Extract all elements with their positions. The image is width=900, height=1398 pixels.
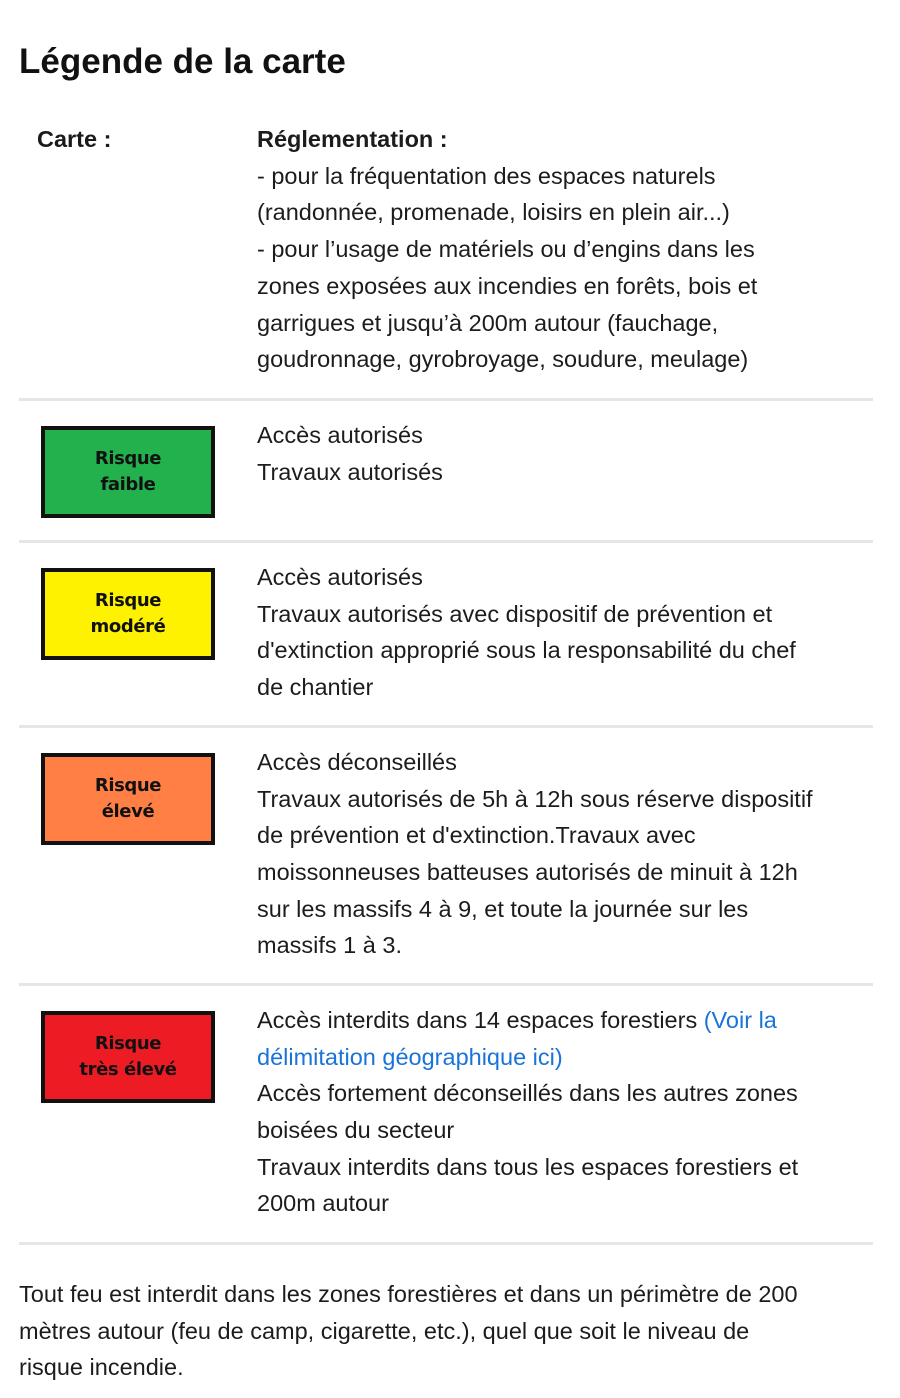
risk-text-line: boisées du secteur (257, 1117, 455, 1144)
risk-description-faible (257, 417, 873, 540)
reglementation-label: Réglementation : (257, 126, 448, 152)
risk-swatch-cell (19, 559, 257, 725)
reglementation-text-line: - pour l’usage de matériels ou d’engins dans les (257, 236, 755, 263)
risk-text-line (257, 1002, 873, 1039)
risk-swatch-label: élevé (101, 800, 155, 822)
risk-text-line: d'extinction approprié sous la responsabilité du chef (257, 637, 796, 664)
risk-row-eleve (19, 728, 873, 986)
footer-text-line: Tout feu est interdit dans les zones forestières et dans un périmètre de 200 (19, 1281, 798, 1307)
risk-text-line: Travaux autorisés avec dispositif de prévention et (257, 600, 773, 627)
risk-text-line: de prévention et d'extinction.Travaux avec (257, 822, 696, 849)
reglementation-text-line: (randonnée, promenade, loisirs en plein air...) (257, 199, 730, 226)
risk-row-modere (19, 543, 873, 728)
carte-column-header (19, 121, 257, 378)
risk-text-line: Accès déconseillés (257, 748, 457, 775)
legend-header-row (19, 118, 873, 401)
risk-swatch-label: Risque (94, 774, 162, 796)
risk-text-line: Travaux autorisés de 5h à 12h sous réserve dispositif (257, 785, 813, 812)
risk-swatch-label: modéré (90, 615, 166, 637)
geographic-delimitation-link[interactable]: (Voir la (703, 1006, 777, 1033)
risk-text-line: Travaux autorisés (257, 458, 443, 485)
risk-description-tres-eleve (257, 1002, 873, 1242)
risk-row-tres-eleve (19, 986, 873, 1245)
risk-swatch-cell (19, 744, 257, 983)
risk-swatch-label: Risque (94, 1032, 162, 1054)
risk-text-line: 200m autour (257, 1190, 389, 1217)
risk-text-line: Accès fortement déconseillés dans les autres zones (257, 1080, 798, 1107)
risk-swatch-modere (41, 568, 215, 660)
risk-swatch-label: Risque (94, 589, 162, 611)
risk-description-modere (257, 559, 873, 725)
risk-swatch-tres-eleve (41, 1011, 215, 1103)
risk-text-line: massifs 1 à 3. (257, 932, 402, 959)
risk-swatch-cell (19, 417, 257, 540)
risk-swatch-eleve (41, 753, 215, 845)
risk-swatch-label: faible (100, 473, 156, 495)
risk-swatch-faible (41, 426, 215, 518)
reglementation-text-line: garrigues et jusqu’à 200m autour (fauchage, (257, 309, 719, 336)
risk-text-line: de chantier (257, 674, 374, 701)
reglementation-text-line: goudronnage, gyrobroyage, soudure, meulage) (257, 346, 749, 373)
risk-text-line: Accès autorisés (257, 563, 423, 590)
fire-ban-notice (19, 1276, 869, 1386)
risk-swatch-label: très élevé (79, 1058, 177, 1080)
risk-row-faible (19, 401, 873, 543)
legend-table (19, 118, 873, 1245)
risk-text-fragment: Accès interdits dans 14 espaces forestiers (257, 1006, 704, 1033)
carte-label: Carte : (37, 126, 112, 152)
risk-description-eleve (257, 744, 873, 983)
risk-text-line: moissonneuses batteuses autorisés de minuit à 12h (257, 859, 798, 886)
page-title: Légende de la carte (19, 42, 346, 81)
reglementation-text-line: zones exposées aux incendies en forêts, bois et (257, 272, 758, 299)
footer-text-line: risque incendie. (19, 1354, 184, 1381)
reglementation-text-line: - pour la fréquentation des espaces naturels (257, 162, 716, 189)
risk-text-line (257, 1039, 873, 1076)
risk-text-line: Travaux interdits dans tous les espaces forestiers et (257, 1153, 799, 1180)
risk-text-line: sur les massifs 4 à 9, et toute la journée sur les (257, 895, 749, 922)
footer-text-line: mètres autour (feu de camp, cigarette, etc.), quel que soit le niveau de (19, 1317, 750, 1344)
risk-swatch-label: Risque (94, 447, 162, 469)
risk-text-line: Accès autorisés (257, 421, 423, 448)
geographic-delimitation-link[interactable]: délimitation géographique ici) (257, 1043, 563, 1070)
reglementation-column-header (257, 121, 873, 378)
risk-swatch-cell (19, 1002, 257, 1242)
